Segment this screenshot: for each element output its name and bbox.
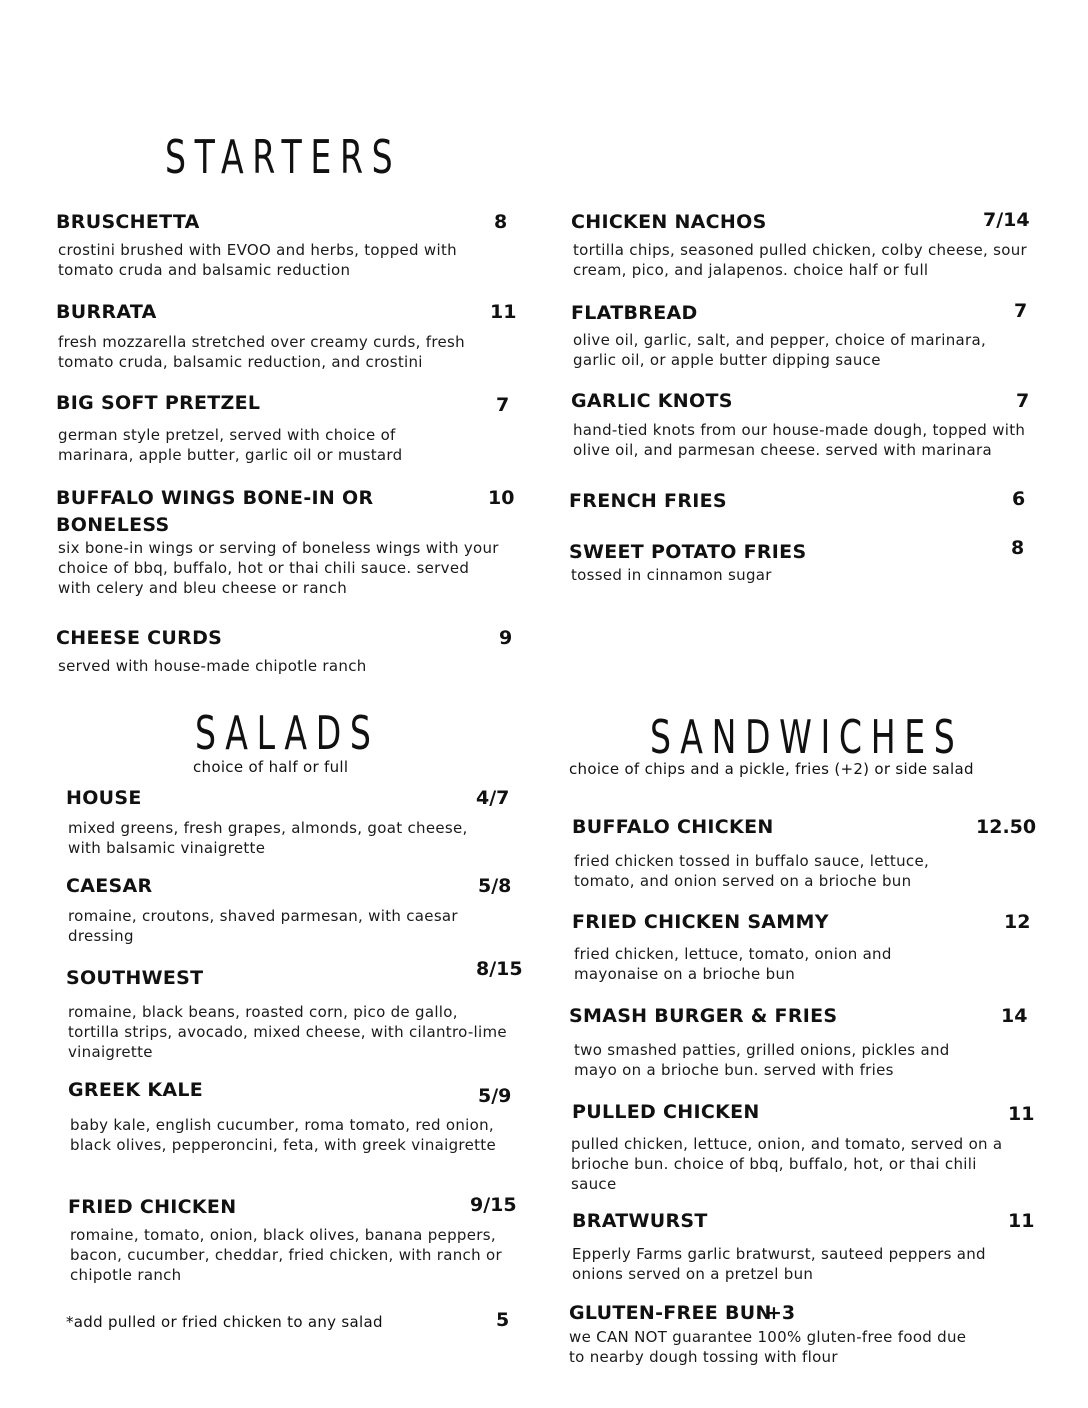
menu-item-pulled-chicken xyxy=(572,1099,1042,1199)
item-description: romaine, tomato, onion, black olives, banana peppers, bacon, cucumber, cheddar, fried chicken, with ranch or chipotle ranch xyxy=(70,1226,502,1284)
item-name: BUFFALO WINGS BONE-IN OR xyxy=(56,487,374,509)
item-description: two smashed patties, grilled onions, pickles and mayo on a brioche bun. served with fries xyxy=(574,1041,950,1079)
item-description: fresh mozzarella stretched over creamy curds, fresh tomato cruda, balsamic reduction, and crostini xyxy=(58,333,465,371)
item-description: Epperly Farms garlic bratwurst, sauteed peppers and onions served on a pretzel bun xyxy=(572,1245,986,1283)
menu-item-chicken-nachos xyxy=(571,209,1041,289)
gluten-free-price: +3 xyxy=(766,1302,796,1324)
item-description: romaine, croutons, shaved parmesan, with caesar dressing xyxy=(68,907,458,945)
item-price: 10 xyxy=(488,487,515,509)
item-name: FRIED CHICKEN SAMMY xyxy=(572,911,829,933)
menu-item-garlic-knots xyxy=(571,388,1041,488)
item-description: served with house-made chipotle ranch xyxy=(58,657,367,675)
item-name: HOUSE xyxy=(66,787,142,809)
menu-item-flatbread xyxy=(571,300,1041,380)
item-description: fried chicken, lettuce, tomato, onion and mayonaise on a brioche bun xyxy=(574,945,892,983)
item-name: FRENCH FRIES xyxy=(569,490,727,512)
item-price: 6 xyxy=(1012,488,1026,510)
item-name: BRUSCHETTA xyxy=(56,211,200,233)
item-price: 11 xyxy=(1008,1210,1035,1232)
gluten-free-label: GLUTEN-FREE BUN xyxy=(569,1302,772,1324)
item-price: 7 xyxy=(496,394,510,416)
item-price: 11 xyxy=(490,301,517,323)
item-price: 7 xyxy=(1016,390,1030,412)
item-name: BUFFALO CHICKEN xyxy=(572,816,774,838)
gluten-free-bun-note xyxy=(569,1300,1039,1380)
item-price: 7 xyxy=(1014,300,1028,322)
item-name: CHEESE CURDS xyxy=(56,627,223,649)
item-name: CHICKEN NACHOS xyxy=(571,211,767,233)
menu-item-fried-chicken-salad xyxy=(68,1194,538,1294)
menu-item-buffalo-chicken xyxy=(572,814,1042,894)
menu-item-cheese-curds xyxy=(56,625,516,685)
item-description: tortilla chips, seasoned pulled chicken, colby cheese, sour cream, pico, and jalapenos. choice half or full xyxy=(573,241,1028,279)
item-price: 5/9 xyxy=(478,1085,512,1107)
item-name: GREEK KALE xyxy=(68,1079,204,1101)
item-name: FLATBREAD xyxy=(571,302,698,324)
item-name: SMASH BURGER & FRIES xyxy=(569,1005,838,1027)
item-name: CAESAR xyxy=(66,875,153,897)
item-name: FRIED CHICKEN xyxy=(68,1196,237,1218)
item-price: 9/15 xyxy=(470,1194,517,1216)
item-name: SOUTHWEST xyxy=(66,967,204,989)
item-price: 12.50 xyxy=(976,816,1037,838)
item-name: BRATWURST xyxy=(572,1210,708,1232)
item-price: 7/14 xyxy=(983,209,1030,231)
salad-addon-note: *add pulled or fried chicken to any salad xyxy=(66,1313,383,1331)
menu-item-smash-burger-fries xyxy=(569,1003,1039,1083)
menu-item-caesar-salad xyxy=(66,873,526,953)
item-description: german style pretzel, served with choice of marinara, apple butter, garlic oil or mustard xyxy=(58,426,403,464)
item-price: 8 xyxy=(1011,537,1025,559)
starters-title: STARTERS xyxy=(165,130,402,184)
menu-item-bratwurst xyxy=(572,1208,1042,1288)
item-price: 4/7 xyxy=(476,787,510,809)
item-price: 14 xyxy=(1001,1005,1028,1027)
item-description: olive oil, garlic, salt, and pepper, choice of marinara, garlic oil, or apple butter dipping sauce xyxy=(573,331,987,369)
item-name: PULLED CHICKEN xyxy=(572,1101,760,1123)
salad-addon-price: 5 xyxy=(496,1309,510,1331)
item-name-line-2: BONELESS xyxy=(56,514,170,536)
item-price: 5/8 xyxy=(478,875,512,897)
salads-title: SALADS xyxy=(195,706,380,760)
item-description: romaine, black beans, roasted corn, pico de gallo, tortilla strips, avocado, mixed cheese, with cilantro-lime vinaigrette xyxy=(68,1003,507,1061)
item-description: six bone-in wings or serving of boneless wings with your choice of bbq, buffalo, hot or thai chili sauce. served with celery and bleu cheese or ranch xyxy=(58,539,499,597)
sandwiches-title: SANDWICHES xyxy=(650,710,964,764)
menu-item-bruschetta xyxy=(56,209,516,289)
menu-item-fried-chicken-sammy xyxy=(572,909,1042,989)
item-description: hand-tied knots from our house-made dough, topped with olive oil, and parmesan cheese. served with marinara xyxy=(573,421,1026,459)
menu-item-greek-kale-salad xyxy=(68,1077,528,1187)
item-description: baby kale, english cucumber, roma tomato, red onion, black olives, pepperoncini, feta, with greek vinaigrette xyxy=(70,1116,496,1154)
menu-item-house-salad xyxy=(66,785,526,865)
menu-item-southwest-salad xyxy=(66,956,526,1066)
menu-item-big-soft-pretzel xyxy=(56,390,516,470)
item-description: pulled chicken, lettuce, onion, and tomato, served on a brioche bun. choice of bbq, buffalo, hot, or thai chili sauce xyxy=(571,1135,1003,1193)
item-price: 8 xyxy=(494,211,508,233)
gluten-free-disclaimer: we CAN NOT guarantee 100% gluten-free food due to nearby dough tossing with flour xyxy=(569,1328,967,1366)
menu-item-sweet-potato-fries xyxy=(569,539,1039,589)
item-price: 11 xyxy=(1008,1103,1035,1125)
item-name: BIG SOFT PRETZEL xyxy=(56,392,261,414)
item-description: crostini brushed with EVOO and herbs, topped with tomato cruda and balsamic reduction xyxy=(58,241,457,279)
item-price: 9 xyxy=(499,627,513,649)
item-name: SWEET POTATO FRIES xyxy=(569,541,807,563)
item-name: BURRATA xyxy=(56,301,157,323)
item-description: tossed in cinnamon sugar xyxy=(571,566,772,584)
item-description: mixed greens, fresh grapes, almonds, goat cheese, with balsamic vinaigrette xyxy=(68,819,468,857)
menu-item-burrata xyxy=(56,299,516,379)
item-price: 8/15 xyxy=(476,958,523,980)
menu-item-buffalo-wings xyxy=(56,485,516,605)
sandwiches-subtitle: choice of chips and a pickle, fries (+2) or side salad xyxy=(569,760,974,778)
item-description: fried chicken tossed in buffalo sauce, lettuce, tomato, and onion served on a brioche bun xyxy=(574,852,930,890)
salads-subtitle: choice of half or full xyxy=(193,758,349,776)
menu-item-french-fries xyxy=(569,488,1039,518)
item-name: GARLIC KNOTS xyxy=(571,390,733,412)
item-price: 12 xyxy=(1004,911,1031,933)
